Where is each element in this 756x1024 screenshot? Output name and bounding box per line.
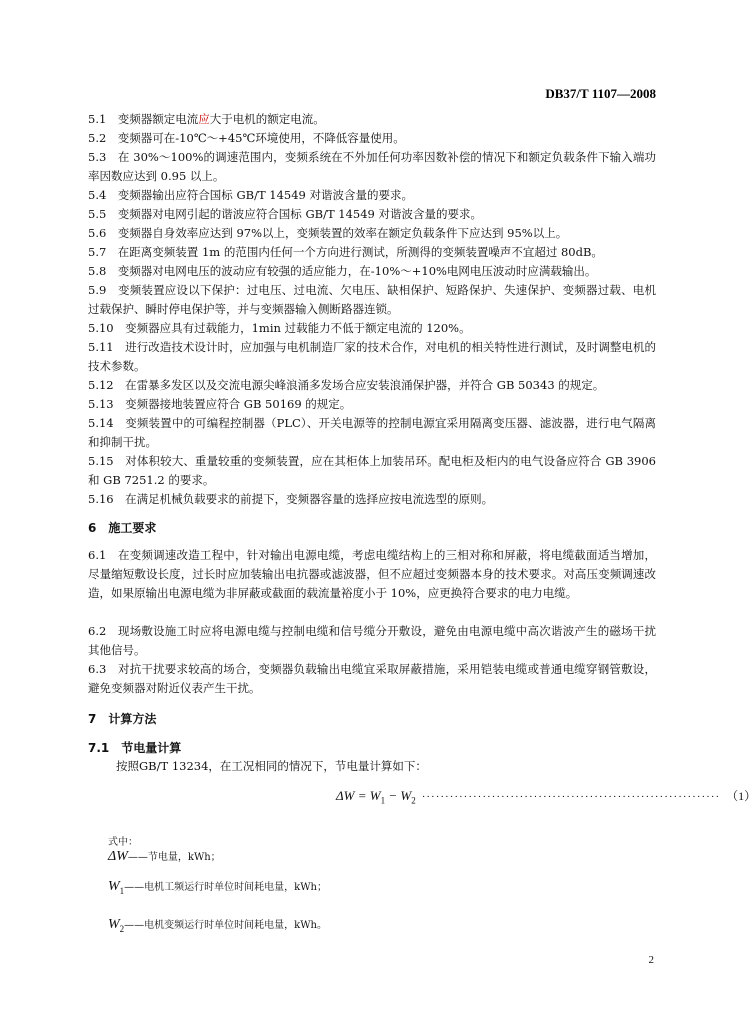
formula-term-1: W xyxy=(369,788,381,803)
clause-5-8 xyxy=(88,262,656,281)
clause-5-1 xyxy=(88,110,656,129)
definition-symbol: $W_1$ xyxy=(108,879,125,896)
clause-number: 6.1 xyxy=(88,548,107,562)
clause-number: 5.14 xyxy=(88,416,114,430)
clause-5-9 xyxy=(88,281,656,319)
definition-text: ——电机变频运行时单位时间耗电量，kWh。 xyxy=(124,920,327,931)
formula-expression: $\Delta W = W_1 - W_2$ xyxy=(336,788,416,806)
clause-6-3 xyxy=(88,660,656,698)
clause-5-7 xyxy=(88,243,656,262)
formula-term-1-sub: 1 xyxy=(380,795,386,806)
section-7-heading: 7 计算方法 xyxy=(88,712,157,726)
clause-6-1 xyxy=(88,546,656,603)
formula-term-2-sub: 2 xyxy=(411,795,416,806)
clause-number: 5.8 xyxy=(88,264,107,278)
highlighted-char: 应 xyxy=(198,112,210,126)
clause-text-rest: 大于电机的额定电流。 xyxy=(209,112,325,126)
clause-text: 变频装置应设以下保护：过电压、过电流、欠电压、缺相保护、短路保护、失速保护、变频器过载、电机过载保护、瞬时停电保护等，并与变频器输入侧断路器连锁。 xyxy=(88,283,656,316)
formula-leader-dots: ································································ xyxy=(421,791,721,803)
clause-text: 变频装置中的可编程控制器（PLC）、开关电源等的控制电源宜采用隔离变压器、滤波器，进行电气隔离和抑制干扰。 xyxy=(88,416,656,449)
clause-number: 5.3 xyxy=(88,150,107,164)
page-number: 2 xyxy=(648,954,654,966)
definition-w1 xyxy=(108,878,327,896)
clause-text: 变频器接地装置应符合 GB 50169 的规定。 xyxy=(125,397,352,411)
definition-text: ——节电量，kWh； xyxy=(127,852,221,863)
clause-text: 变频器输出应符合国标 GB/T 14549 对谐波含量的要求。 xyxy=(117,188,414,202)
section-6-heading: 6 施工要求 xyxy=(88,521,157,535)
clause-5-16 xyxy=(88,490,656,509)
clause-5-15 xyxy=(88,452,656,490)
clause-5-10 xyxy=(88,319,656,338)
clause-5-14 xyxy=(88,414,656,452)
clause-5-3 xyxy=(88,148,656,186)
clause-number: 5.13 xyxy=(88,397,114,411)
clause-number: 5.11 xyxy=(88,340,114,354)
clause-6-2 xyxy=(88,622,656,660)
clause-text: 变频器可在-10℃～+45℃环境使用，不降低容量使用。 xyxy=(117,131,405,145)
clause-text: 变频器对电网电压的波动应有较强的适应能力，在-10%～+10%电网电压波动时应满载输出。 xyxy=(117,264,597,278)
clause-5-13 xyxy=(88,395,656,414)
clause-number: 5.4 xyxy=(88,188,107,202)
clause-text: 对体积较大、重量较重的变频装置，应在其柜体上加装吊环。配电柜及柜内的电气设备应符合 GB 3906 和 GB 7251.2 的要求。 xyxy=(88,454,656,487)
definition-symbol: $W_2$ xyxy=(108,917,125,934)
definition-w2 xyxy=(108,916,327,934)
clause-text: 进行改造技术设计时，应加强与电机制造厂家的技术合作，对电机的相关特性进行测试，及时调整电机的技术参数。 xyxy=(88,340,656,373)
formula-number: （1） xyxy=(726,789,756,803)
clause-number: 5.16 xyxy=(88,492,114,506)
definition-symbol: ΔW xyxy=(108,849,128,864)
clause-text: 变频器自身效率应达到 97%以上，变频装置的效率在额定负载条件下应达到 95%以上。 xyxy=(117,226,568,240)
clause-5-11 xyxy=(88,338,656,376)
clause-text: 变频器对电网引起的谐波应符合国标 GB/T 14549 对谐波含量的要求。 xyxy=(117,207,483,221)
formula-1 xyxy=(336,787,756,806)
clause-text: 在变频调速改造工程中，针对输出电源电缆，考虑电缆结构上的三相对称和屏蔽，将电缆截面适当增加，尽量缩短敷设长度，过长时应加装输出电抗器或滤波器，但不应超过变频器本身的技术要求。对高压变频调速改造，如果原输出电源电缆为非屏蔽或截面的载流量裕度小于 10%，应更换符合要求的电力电缆。 xyxy=(88,548,656,600)
clause-number: 5.10 xyxy=(88,321,114,335)
standard-code-header: DB37/T 1107—2008 xyxy=(545,86,656,101)
clause-5-6 xyxy=(88,224,656,243)
clause-text: 变频器应具有过载能力，1min 过载能力不低于额定电流的 120%。 xyxy=(125,321,471,335)
clause-text: 现场敷设施工时应将电源电缆与控制电缆和信号缆分开敷设，避免由电源电缆中高次谐波产生的磁场干扰其他信号。 xyxy=(88,624,656,657)
clause-text: 在满足机械负载要求的前提下，变频器容量的选择应按电流选型的原则。 xyxy=(125,492,494,506)
where-label: 式中： xyxy=(108,837,138,848)
clause-5-5 xyxy=(88,205,656,224)
clause-text: 在雷暴多发区以及交流电源尖峰浪涌多发场合应安装浪涌保护器，并符合 GB 50343 的规定。 xyxy=(125,378,605,392)
clause-text: 在距离变频装置 1m 的范围内任何一个方向进行测试，所测得的变频装置噪声不宜超过 80dB。 xyxy=(117,245,603,259)
clause-text: 在 30%～100%的调速范围内，变频系统在不外加任何功率因数补偿的情况下和额定负载条件下输入端功率因数应达到 0.95 以上。 xyxy=(88,150,656,183)
formula-lhs: ΔW xyxy=(336,788,355,803)
clause-5-12 xyxy=(88,376,656,395)
clause-number: 5.2 xyxy=(88,131,107,145)
clause-number: 5.6 xyxy=(88,226,107,240)
clause-text: 变频器额定电流 xyxy=(117,112,199,126)
clause-number: 5.5 xyxy=(88,207,107,221)
section-7-1-intro: 按照GB/T 13234，在工况相同的情况下，节电量计算如下： xyxy=(116,759,427,773)
formula-term-2: W xyxy=(400,788,412,803)
definition-delta-w xyxy=(108,848,221,865)
clause-number: 5.1 xyxy=(88,112,107,126)
clause-number: 5.12 xyxy=(88,378,114,392)
section-7-1-heading: 7.1 节电量计算 xyxy=(88,741,182,755)
clause-text: 对抗干扰要求较高的场合，变频器负载输出电缆宜采取屏蔽措施，采用铠装电缆或普通电缆穿钢管敷设，避免变频器对附近仪表产生干扰。 xyxy=(88,662,656,695)
definition-text: ——电机工频运行时单位时间耗电量，kWh； xyxy=(124,882,327,893)
clause-5-4 xyxy=(88,186,656,205)
clause-number: 6.2 xyxy=(88,624,107,638)
clause-5-2 xyxy=(88,129,656,148)
clause-number: 5.7 xyxy=(88,245,107,259)
clause-number: 6.3 xyxy=(88,662,107,676)
clause-number: 5.15 xyxy=(88,454,114,468)
clause-number: 5.9 xyxy=(88,283,107,297)
